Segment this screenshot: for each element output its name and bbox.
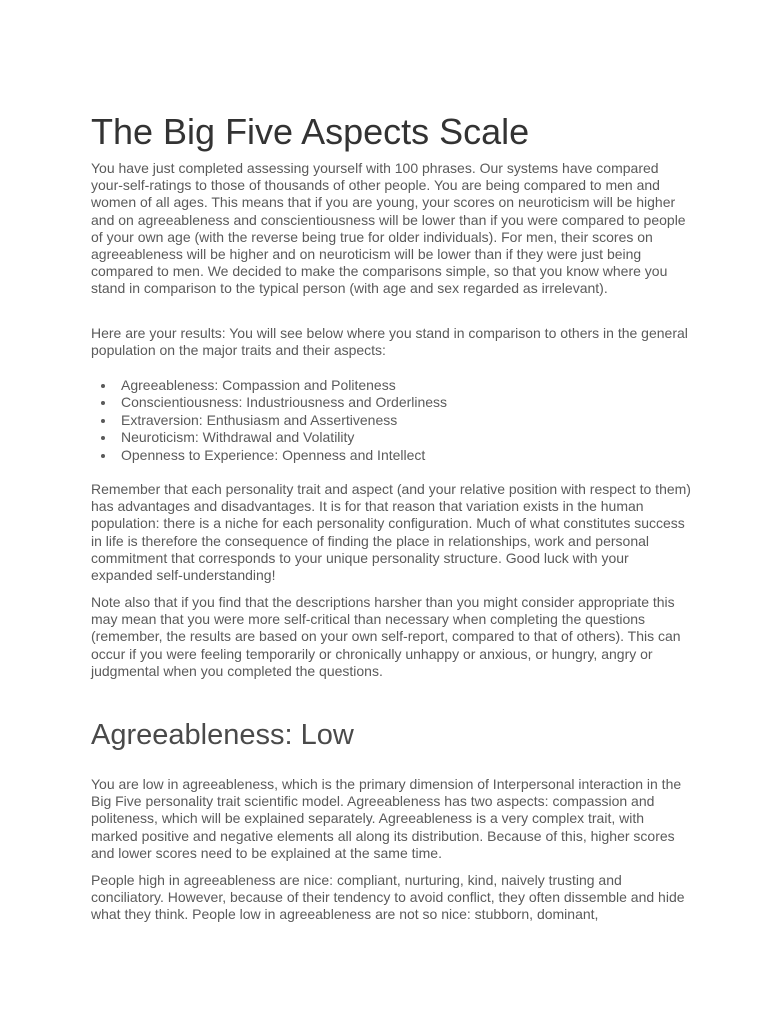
list-item: Neuroticism: Withdrawal and Volatility [91, 429, 447, 446]
traits-list [91, 377, 447, 464]
closing-paragraph-2: Note also that if you find that the descriptions harsher than you might consider appropriate this may mean that you were more self-critical than necessary when completing the questions (remember, the results are based on your own self-report, compared to that of others). This can occur if you were feeling temporarily or chronically unhappy or anxious, or hungry, angry or judgmental when you completed the questions. [91, 594, 681, 679]
section-heading: Agreeableness: Low [91, 719, 354, 751]
document-title: The Big Five Aspects Scale [91, 111, 530, 152]
intro-paragraph-1: You have just completed assessing yourself with 100 phrases. Our systems have compared your-self-ratings to those of thousands of other people. You are being compared to men and women of all ages. This means that if you are young, your scores on neuroticism will be higher and on agreeableness and conscientiousness will be lower than if you were compared to people of your own age (with the reverse being true for older individuals). For men, their scores on agreeableness will be higher and on neuroticism will be lower than if they were just being compared to men. We decided to make the comparisons simple, so that you know where you stand in comparison to the typical person (with age and sex regarded as irrelevant). [91, 160, 686, 297]
closing-paragraph-1: Remember that each personality trait and aspect (and your relative position with respect to them) has advantages and disadvantages. It is for that reason that variation exists in the human population: there is a niche for each personality configuration. Much of what constitutes success in life is therefore the consequence of finding the place in relationships, work and personal commitment that corresponds to your unique personality structure. Good luck with your expanded self-understanding! [91, 481, 691, 584]
intro-paragraph-2: Here are your results: You will see below where you stand in comparison to others in the general population on the major traits and their aspects: [91, 325, 688, 359]
list-item: Conscientiousness: Industriousness and Orderliness [91, 394, 447, 411]
section-paragraph-1: You are low in agreeableness, which is the primary dimension of Interpersonal interaction in the Big Five personality trait scientific model. Agreeableness has two aspects: compassion and politeness, which will be explained separately. Agreeableness is a very complex trait, with marked positive and negative elements all along its distribution. Because of this, higher scores and lower scores need to be explained at the same time. [91, 776, 682, 861]
list-item: Extraversion: Enthusiasm and Assertiveness [91, 412, 447, 429]
section-paragraph-2: People high in agreeableness are nice: compliant, nurturing, kind, naively trusting and conciliatory. However, because of their tendency to avoid conflict, they often dissemble and hide what they think. People low in agreeableness are not so nice: stubborn, dominant, [91, 872, 685, 923]
list-item: Openness to Experience: Openness and Intellect [91, 447, 447, 464]
list-item: Agreeableness: Compassion and Politeness [91, 377, 447, 394]
